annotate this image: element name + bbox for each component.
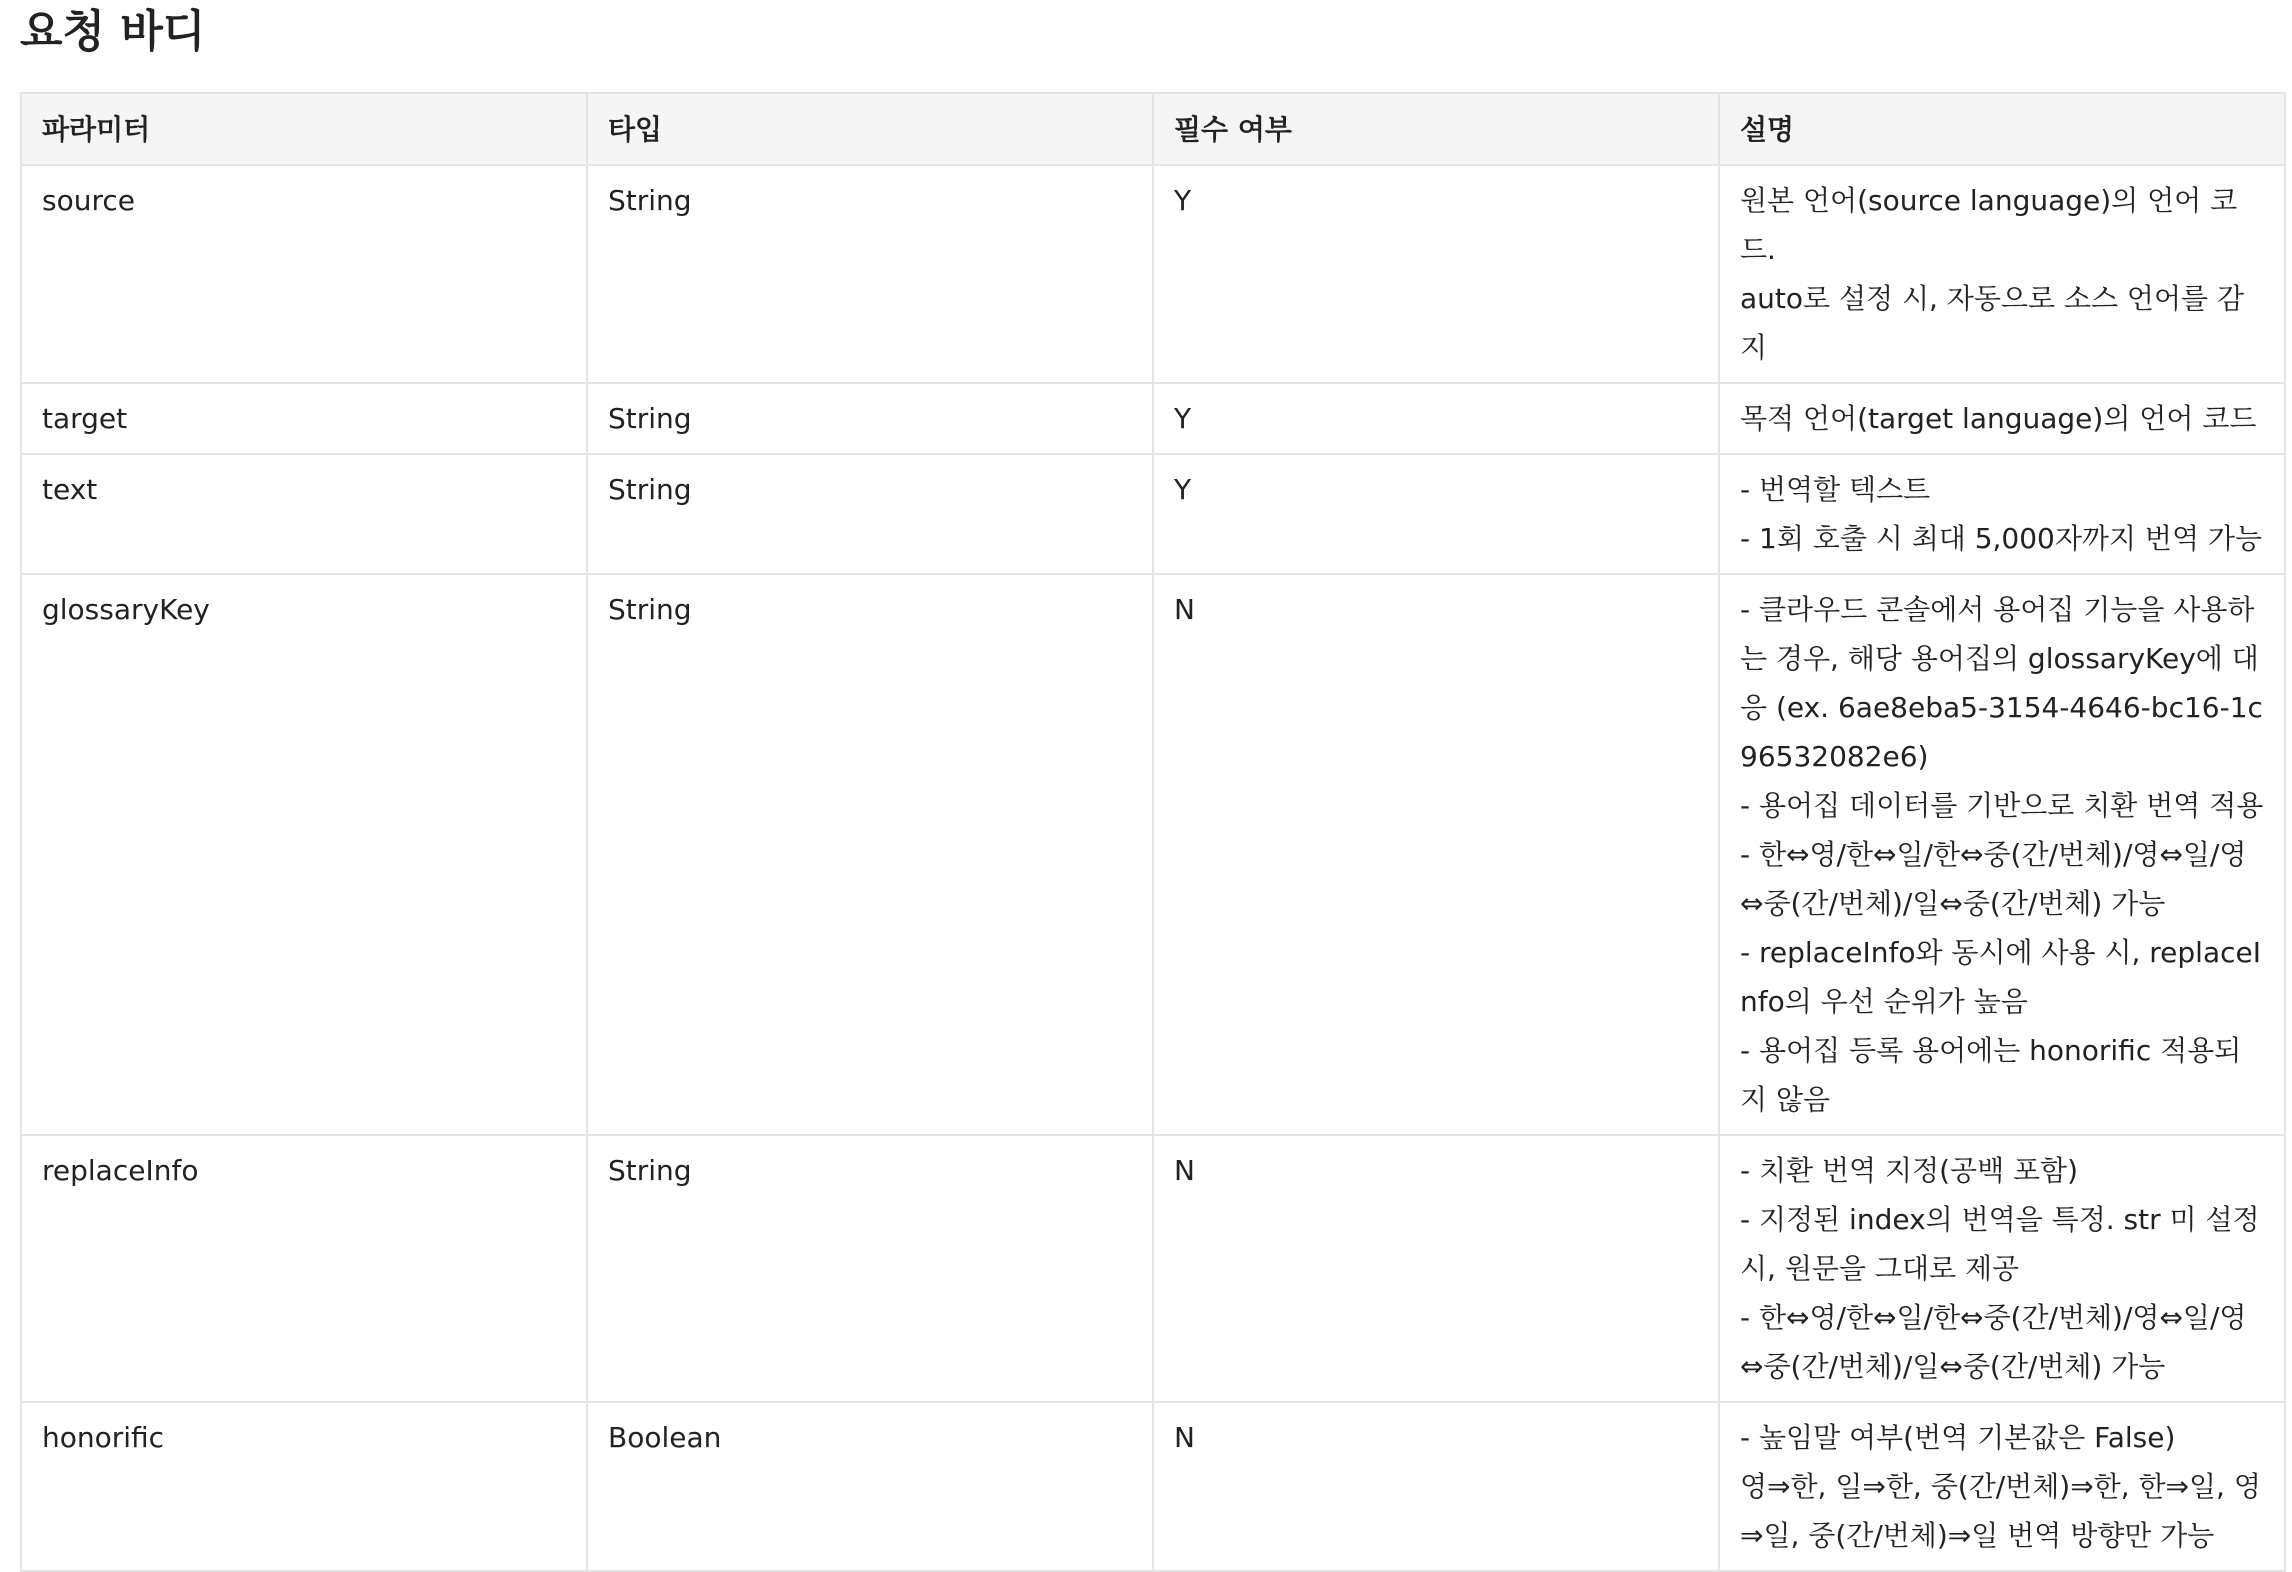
description-line: - 1회 호출 시 최대 5,000자까지 번역 가능	[1740, 522, 2263, 555]
section-title: 요청 바디	[20, 6, 206, 57]
required-cell: N	[1153, 1402, 1719, 1571]
type-cell: String	[587, 574, 1153, 1135]
description-cell	[1719, 574, 2285, 1135]
param-cell: target	[21, 383, 587, 454]
table-row	[21, 1135, 2285, 1402]
description-cell	[1719, 383, 2285, 454]
param-cell: source	[21, 165, 587, 383]
table-row	[21, 165, 2285, 383]
param-cell: glossaryKey	[21, 574, 587, 1135]
type-cell: String	[587, 165, 1153, 383]
type-cell: String	[587, 1135, 1153, 1402]
description-line: - 높임말 여부(번역 기본값은 False)	[1740, 1421, 2176, 1454]
description-line: - 번역할 텍스트	[1740, 473, 1931, 506]
description-line: - 지정된 index의 번역을 특정. str 미 설정 시, 원문을 그대로 제공	[1740, 1203, 2260, 1285]
header-parameter: 파라미터	[21, 93, 587, 165]
header-description: 설명	[1719, 93, 2285, 165]
description-line: 원본 언어(source language)의 언어 코드.	[1740, 184, 2238, 266]
type-cell: String	[587, 454, 1153, 574]
table-row	[21, 383, 2285, 454]
table-row	[21, 454, 2285, 574]
request-body-table	[20, 92, 2286, 1572]
table-row	[21, 574, 2285, 1135]
table-header-row	[21, 93, 2285, 165]
description-line: - 용어집 등록 용어에는 honorific 적용되지 않음	[1740, 1034, 2242, 1116]
description-line: - 한⇔영/한⇔일/한⇔중(간/번체)/영⇔일/영⇔중(간/번체)/일⇔중(간/번체) 가능	[1740, 1301, 2247, 1383]
param-cell: honorific	[21, 1402, 587, 1571]
description-line: auto로 설정 시, 자동으로 소스 언어를 감지	[1740, 282, 2244, 364]
description-line: - 한⇔영/한⇔일/한⇔중(간/번체)/영⇔일/영⇔중(간/번체)/일⇔중(간/번체) 가능	[1740, 838, 2247, 920]
description-line: 목적 언어(target language)의 언어 코드	[1740, 402, 2257, 435]
table-row	[21, 1402, 2285, 1571]
required-cell: Y	[1153, 454, 1719, 574]
required-cell: Y	[1153, 165, 1719, 383]
description-cell	[1719, 1402, 2285, 1571]
description-line: 영⇒한, 일⇒한, 중(간/번체)⇒한, 한⇒일, 영⇒일, 중(간/번체)⇒일 번역 방향만 가능	[1740, 1470, 2261, 1552]
description-line: - replaceInfo와 동시에 사용 시, replaceInfo의 우선 순위가 높음	[1740, 936, 2262, 1018]
description-line: - 클라우드 콘솔에서 용어집 기능을 사용하는 경우, 해당 용어집의 glossaryKey에 대응 (ex. 6ae8eba5-3154-4646-bc16-1c96532082e6)	[1740, 593, 2263, 773]
param-cell: replaceInfo	[21, 1135, 587, 1402]
required-cell: N	[1153, 1135, 1719, 1402]
required-cell: N	[1153, 574, 1719, 1135]
description-cell	[1719, 1135, 2285, 1402]
type-cell: Boolean	[587, 1402, 1153, 1571]
description-line: - 용어집 데이터를 기반으로 치환 번역 적용	[1740, 789, 2264, 822]
description-cell	[1719, 165, 2285, 383]
header-type: 타입	[587, 93, 1153, 165]
required-cell: Y	[1153, 383, 1719, 454]
header-required: 필수 여부	[1153, 93, 1719, 165]
description-line: - 치환 번역 지정(공백 포함)	[1740, 1154, 2079, 1187]
param-cell: text	[21, 454, 587, 574]
type-cell: String	[587, 383, 1153, 454]
description-cell	[1719, 454, 2285, 574]
